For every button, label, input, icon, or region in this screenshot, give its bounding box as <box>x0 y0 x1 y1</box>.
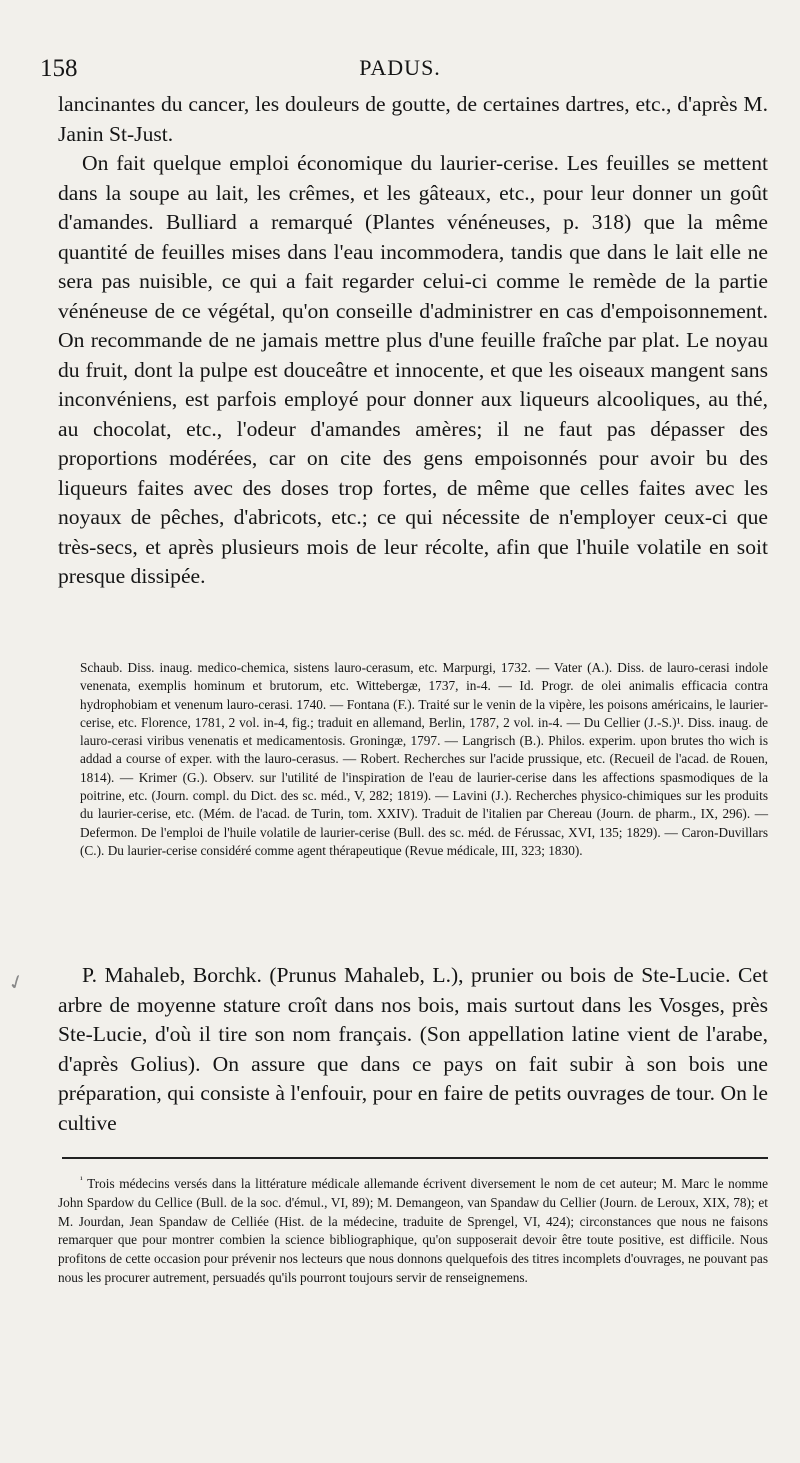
main-text-top <box>58 90 768 592</box>
footnote-text: Trois médecins versés dans la littérature médicale allemande écrivent diversement le nom de cet auteur; M. Marc le nomme John Spardow du Cellice (Bull. de la soc. d'émul., VI, 89); M. Demangeon, van Spandaw du Cellier (Journ. de Leroux, XIX, 78); et M. Jourdan, Jean Spandaw de Celliée (Hist. de la médecine, traduite de Sprengel, VI, 424); circonstances que nous ne faisons remarquer que pour montrer combien la science bibliographique, qu'on supposerait devoir être toute positive, est difficile. Nous profitons de cette occasion pour prévenir nos lecteurs que nous donnons quelquefois des titres incomplets d'ouvrages, ne pouvant pas nous les procurer autrement, persuadés qu'ils pourront toujours servir de renseignemens. <box>58 1176 768 1285</box>
page-number: 158 <box>40 55 78 82</box>
main-text-bottom <box>58 961 768 1138</box>
footnote-marker: ¹ <box>80 1174 83 1185</box>
margin-check-mark: ✓ <box>4 969 29 997</box>
running-title: PADUS. <box>359 55 441 80</box>
usage-paragraph: On fait quelque emploi économique du laurier-cerise. Les feuilles se mettent dans la soupe au lait, les crêmes, et les gâteaux, etc., pour leur donner un goût d'amandes. Bulliard a remarqué (Plantes vénéneuses, p. 318) que la même quantité de feuilles mises dans l'eau incommodera, tandis que dans le lait elle ne sera pas nuisible, ce qui a fait regarder celui-ci comme le remède de la partie vénéneuse de ce végétal, qu'on conseille d'administrer en cas d'empoisonnement. On recommande de ne jamais mettre plus d'une feuille fraîche par plat. Le noyau du fruit, dont la pulpe est douceâtre et innocente, et que les oiseaux mangent sans inconvéniens, est parfois employé pour donner aux liqueurs alcooliques, au thé, au chocolat, etc., l'odeur d'amandes amères; il ne faut pas dépasser des proportions modérées, car on cite des gens empoisonnés pour avoir bu des liqueurs faites avec des doses trop fortes, de même que celles faites avec les noyaux de pêches, d'abricots, etc.; ce qui nécessite de n'employer ceux-ci que très-secs, et après plusieurs mois de leur récolte, afin que l'huile volatile en soit presque dissipée. <box>58 151 768 588</box>
mahaleb-paragraph: P. Mahaleb, Borchk. (Prunus Mahaleb, L.), prunier ou bois de Ste-Lucie. Cet arbre de moyenne stature croît dans nos bois, mais surtout dans les Vosges, près Ste-Lucie, d'où il tire son nom français. (Son appellation latine vient de l'arabe, d'après Golius). On assure que dans ce pays on fait subir à son bois une préparation, qui consiste à l'enfouir, pour en faire de petits ouvrages de tour. On le cultive <box>58 963 768 1135</box>
running-head <box>40 55 760 87</box>
continuation-paragraph: lancinantes du cancer, les douleurs de goutte, de certaines dartres, etc., d'après M. Janin St-Just. <box>58 92 768 146</box>
footnote-rule <box>62 1157 768 1159</box>
footnote <box>58 1175 768 1288</box>
bibliography-block <box>80 659 768 860</box>
bibliography-text: Schaub. Diss. inaug. medico-chemica, sistens lauro-cerasum, etc. Marpurgi, 1732. — Vater (A.). Diss. de lauro-cerasi indole venenata, exemplis hominum et brutorum, etc. Wittebergæ, 1737, in-4. — Id. Progr. de olei animalis efficacia contra hydrophobiam et venenum lauro-cerasi. 1740. — Fontana (F.). Traité sur le venin de la vipère, les poisons américains, le laurier-cerise, etc. Florence, 1781, 2 vol. in-4, fig.; traduit en allemand, Berlin, 1787, 2 vol. in-4. — Du Cellier (J.-S.)¹. Diss. inaug. de lauro-cerasi viribus venenatis et medicamentosis. Groningæ, 1797. — Langrisch (B.). Philos. experim. upon brutes tho wich is addad a course of exper. with the lauro-cerasus. — Robert. Recherches sur l'acide prussique, etc. (Recueil de l'acad. de Rouen, 1814). — Krimer (G.). Observ. sur l'utilité de l'inspiration de l'eau de laurier-cerise dans les affections spasmodiques de la poitrine, etc. (Journ. compl. du Dict. des sc. méd., V, 282; 1819). — Lavini (J.). Recherches physico-chimiques sur les produits du laurier-cerise, etc. (Mém. de l'acad. de Turin, tom. XXIV). Traduit de l'italien par Chereau (Journ. de pharm., IX, 296). — Defermon. De l'emploi de l'huile volatile de laurier-cerise (Bull. des sc. méd. de Férussac, XVI, 135; 1829). — Caron-Duvillars (C.). Du laurier-cerise considéré comme agent thérapeutique (Revue médicale, III, 323; 1830). <box>80 660 768 858</box>
